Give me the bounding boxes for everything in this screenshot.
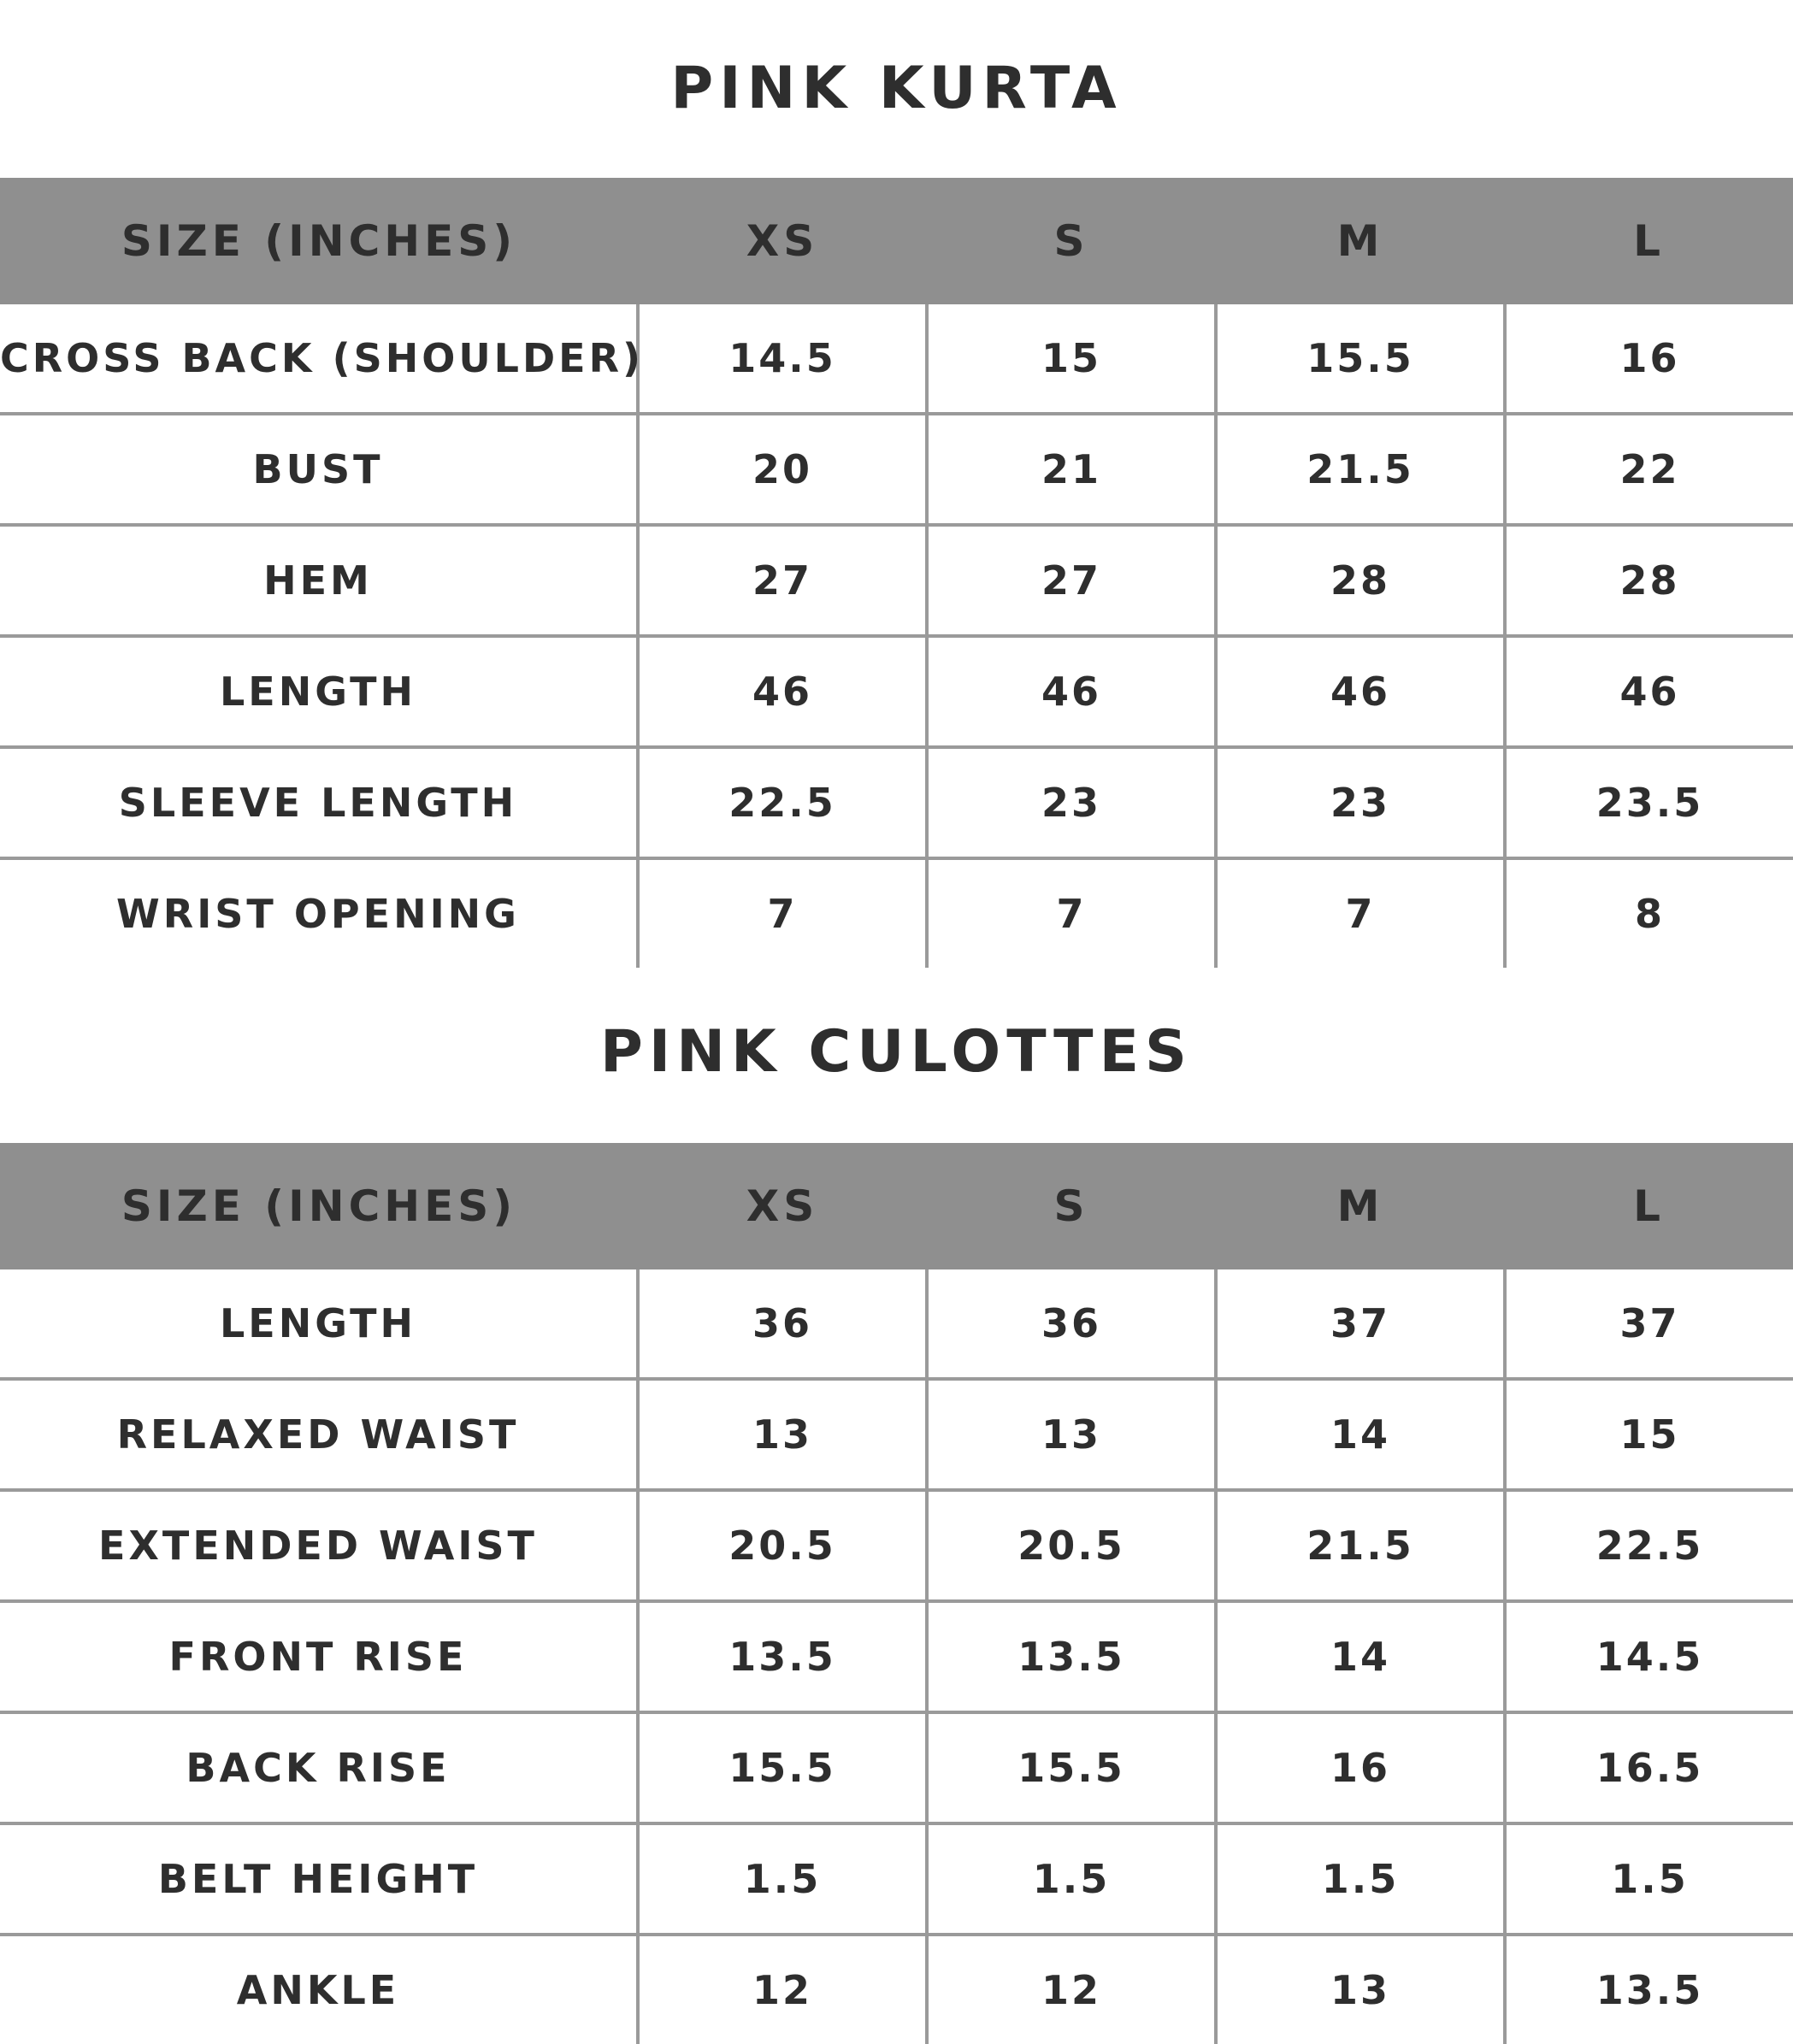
table-row: [0, 1601, 1793, 1712]
table-row: [0, 1712, 1793, 1823]
measurement-label: WRIST OPENING: [0, 858, 638, 968]
measurement-value: 22: [1505, 414, 1793, 525]
measurement-value: 21: [927, 414, 1216, 525]
measurement-value: 14: [1216, 1601, 1505, 1712]
measurement-value: 14.5: [1505, 1601, 1793, 1712]
size-column-header: XS: [638, 1143, 927, 1269]
measurement-value: 22.5: [638, 747, 927, 858]
measurement-label: HEM: [0, 525, 638, 636]
measurement-label: SLEEVE LENGTH: [0, 747, 638, 858]
measurement-value: 22.5: [1505, 1490, 1793, 1601]
table-row: [0, 1379, 1793, 1490]
measurement-value: 12: [638, 1935, 927, 2044]
measurement-value: 15.5: [1216, 304, 1505, 414]
size-column-header: M: [1216, 178, 1505, 304]
measurement-value: 28: [1216, 525, 1505, 636]
table-header-row: [0, 178, 1793, 304]
measurement-value: 23: [927, 747, 1216, 858]
measurement-value: 20.5: [638, 1490, 927, 1601]
size-column-header: L: [1505, 1143, 1793, 1269]
measurement-label: BACK RISE: [0, 1712, 638, 1823]
measurement-value: 20: [638, 414, 927, 525]
measurement-value: 13.5: [927, 1601, 1216, 1712]
measurement-value: 12: [927, 1935, 1216, 2044]
size-column-header: XS: [638, 178, 927, 304]
measurement-value: 1.5: [638, 1823, 927, 1935]
measurement-label: ANKLE: [0, 1935, 638, 2044]
measurement-value: 46: [1216, 636, 1505, 747]
table-row: [0, 747, 1793, 858]
measurement-value: 1.5: [1216, 1823, 1505, 1935]
measurement-value: 37: [1216, 1269, 1505, 1379]
measurement-label: LENGTH: [0, 636, 638, 747]
measurement-value: 8: [1634, 891, 1665, 937]
size-column-header: S: [927, 178, 1216, 304]
size-unit-header: SIZE (INCHES): [0, 1143, 638, 1269]
table-row: [0, 858, 1793, 968]
table-row: [0, 1490, 1793, 1601]
size-column-header: L: [1505, 178, 1793, 304]
size-unit-header: SIZE (INCHES): [0, 178, 638, 304]
measurement-value: 46: [927, 636, 1216, 747]
measurement-value: 28: [1505, 525, 1793, 636]
table-row: [0, 1823, 1793, 1935]
measurement-value: 7: [638, 858, 927, 968]
size-column-header: S: [927, 1143, 1216, 1269]
table-row: [0, 414, 1793, 525]
measurement-value: 15: [1505, 1379, 1793, 1490]
kurta-title: PINK KURTA: [670, 55, 1123, 122]
measurement-value: 13: [927, 1379, 1216, 1490]
measurement-label: EXTENDED WAIST: [0, 1490, 638, 1601]
measurement-value: 1.5: [1505, 1823, 1793, 1935]
measurement-value: 15: [927, 304, 1216, 414]
measurement-value: 7: [927, 858, 1216, 968]
table-row: [0, 636, 1793, 747]
measurement-value: 20.5: [927, 1490, 1216, 1601]
measurement-value: 13.5: [1595, 1967, 1704, 2013]
measurement-label: LENGTH: [0, 1269, 638, 1379]
measurement-label: FRONT RISE: [0, 1601, 638, 1712]
measurement-value: 1.5: [927, 1823, 1216, 1935]
measurement-value: 36: [927, 1269, 1216, 1379]
measurement-value: 14.5: [638, 304, 927, 414]
measurement-value: 46: [1505, 636, 1793, 747]
measurement-value: 13: [638, 1379, 927, 1490]
table-header-row: [0, 1143, 1793, 1269]
measurement-value: 16: [1505, 304, 1793, 414]
measurement-value: 14: [1216, 1379, 1505, 1490]
measurement-value: 7: [1216, 858, 1505, 968]
table-row: [0, 1935, 1793, 2044]
measurement-value: 21.5: [1216, 1490, 1505, 1601]
size-column-header: M: [1216, 1143, 1505, 1269]
measurement-label: BELT HEIGHT: [0, 1823, 638, 1935]
measurement-label: CROSS BACK (SHOULDER): [0, 304, 638, 414]
measurement-value: 13.5: [638, 1601, 927, 1712]
measurement-value: 27: [927, 525, 1216, 636]
measurement-label: RELAXED WAIST: [0, 1379, 638, 1490]
measurement-value: 15.5: [927, 1712, 1216, 1823]
measurement-value: 21.5: [1216, 414, 1505, 525]
measurement-value: 23.5: [1505, 747, 1793, 858]
table-row: [0, 1269, 1793, 1379]
culottes-title: PINK CULOTTES: [599, 1018, 1193, 1086]
measurement-value: 16.5: [1505, 1712, 1793, 1823]
measurement-value: 15.5: [638, 1712, 927, 1823]
measurement-label: BUST: [0, 414, 638, 525]
measurement-value: 46: [638, 636, 927, 747]
measurement-value: 13: [1216, 1935, 1505, 2044]
table-row: [0, 525, 1793, 636]
measurement-value: 37: [1505, 1269, 1793, 1379]
measurement-value: 36: [638, 1269, 927, 1379]
measurement-value: 16: [1216, 1712, 1505, 1823]
measurement-value: 27: [638, 525, 927, 636]
kurta-size-table: [0, 178, 1793, 968]
culottes-size-table: [0, 1143, 1793, 2044]
table-row: [0, 304, 1793, 414]
measurement-value: 23: [1216, 747, 1505, 858]
